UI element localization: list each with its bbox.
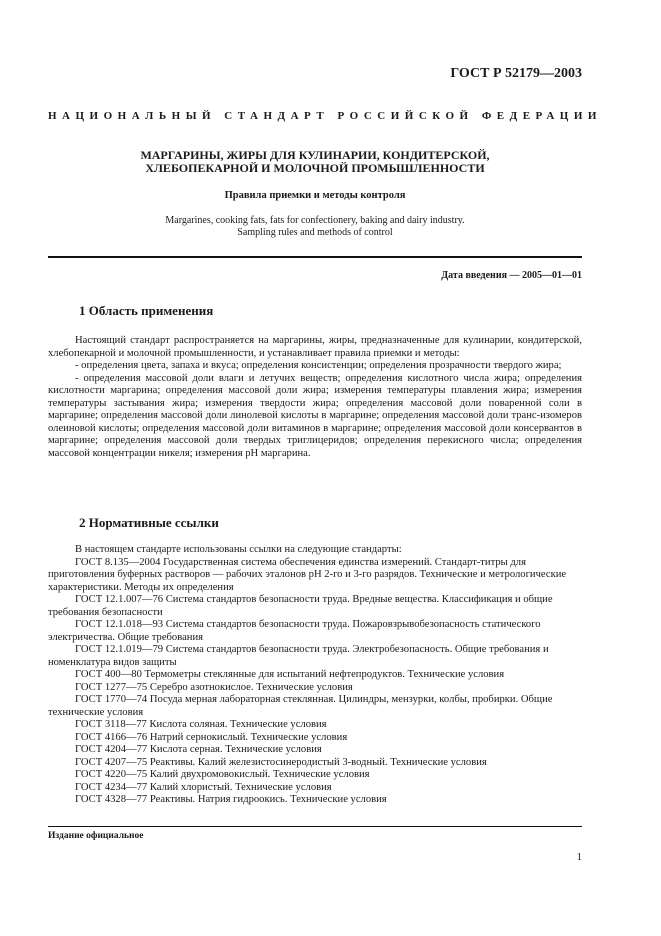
title-line-2: ХЛЕБОПЕКАРНОЙ И МОЛОЧНОЙ ПРОМЫШЛЕННОСТИ: [145, 161, 485, 175]
introduction-date: Дата введения — 2005—01—01: [441, 270, 582, 281]
official-edition-label: Издание официальное: [48, 831, 144, 841]
section-1-item-1: - определения цвета, запаха и вкуса; определения консистенции; определения прозрачности твердого жира;: [75, 360, 562, 371]
footer-divider: [48, 826, 582, 827]
reference-item: ГОСТ 3118—77 Кислота соляная. Технические условия: [75, 719, 327, 730]
section-1-item-2: - определения массовой доли влаги и летучих веществ; определения кислотного числа жира; определения кислотности маргарина; определения массовой доли жира; измерения температуры плавления жира; измерения температуры застывания жира; измерения твердости жира; определения массовой доли поваренной соли в маргарине; определения массовой доли линолевой кислоты в маргарине; определения массовой доли транс-изомеров олеиновой кислоты; определения массовой доли витаминов в маргарине; определения массовой доли консервантов в маргарине; определения массовой доли твердых триглицеридов; определения перекисного числа; определения массовой концентрации никеля; измерения pH маргарина.: [48, 372, 582, 459]
english-title-line-1: Margarines, cooking fats, fats for confectionery, baking and dairy industry.: [165, 215, 465, 226]
reference-item: ГОСТ 4220—75 Калий двухромовокислый. Технические условия: [75, 769, 370, 780]
section-2-body: [48, 544, 582, 807]
page-number: 1: [576, 851, 582, 863]
section-1-paragraph: Настоящий стандарт распространяется на маргарины, жиры, предназначенные для кулинарии, кондитерской, хлебопекарной и молочной промышленности, и устанавливает правила приемки и методы:: [48, 335, 582, 359]
section-2-heading: 2 Нормативные ссылки: [79, 515, 219, 530]
reference-list: [48, 557, 582, 807]
reference-item: ГОСТ 4328—77 Реактивы. Натрия гидроокись. Технические условия: [75, 794, 387, 805]
reference-item: ГОСТ 1770—74 Посуда мерная лабораторная стеклянная. Цилиндры, мензурки, колбы, пробирки. Общие технические условия: [48, 694, 553, 718]
section-2-intro: В настоящем стандарте использованы ссылки на следующие стандарты:: [75, 544, 402, 555]
title-line-1: МАРГАРИНЫ, ЖИРЫ ДЛЯ КУЛИНАРИИ, КОНДИТЕРСКОЙ,: [140, 148, 490, 162]
reference-item: ГОСТ 1277—75 Серебро азотнокислое. Технические условия: [75, 681, 353, 693]
reference-item: ГОСТ 4207—75 Реактивы. Калий железистосинеродистый 3-водный. Технические условия: [75, 756, 487, 768]
reference-item: ГОСТ 12.1.018—93 Система стандартов безопасности труда. Пожаровзрывобезопасность статического электричества. Общие требования: [48, 619, 541, 643]
reference-item: ГОСТ 12.1.007—76 Система стандартов безопасности труда. Вредные вещества. Классификация и общие требования безопасности: [48, 594, 553, 618]
header-divider: [48, 256, 582, 258]
document-title: [48, 149, 582, 175]
section-1-body: [48, 335, 582, 460]
document-code: ГОСТ Р 52179—2003: [450, 66, 582, 81]
reference-item: ГОСТ 4204—77 Кислота серная. Технические условия: [75, 744, 322, 755]
reference-item: ГОСТ 4166—76 Натрий сернокислый. Технические условия: [75, 731, 348, 743]
reference-item: ГОСТ 8.135—2004 Государственная система обеспечения единства измерений. Стандарт-титры для приготовления буферных растворов — рабочих эталонов pH 2-го и 3-го разрядов. Технические и метрологические характеристики. Методы их определения: [48, 556, 567, 593]
reference-item: ГОСТ 4234—77 Калий хлористый. Технические условия: [75, 781, 332, 793]
english-title-line-2: Sampling rules and methods of control: [237, 227, 393, 238]
document-subtitle: Правила приемки и методы контроля: [224, 190, 406, 201]
english-title: [48, 215, 582, 239]
section-1-heading: 1 Область применения: [79, 303, 214, 318]
reference-item: ГОСТ 12.1.019—79 Система стандартов безопасности труда. Электробезопасность. Общие требования и номенклатура видов защиты: [48, 644, 549, 668]
national-standard-heading: НАЦИОНАЛЬНЫЙ СТАНДАРТ РОССИЙСКОЙ ФЕДЕРАЦИИ: [48, 110, 602, 122]
reference-item: ГОСТ 400—80 Термометры стеклянные для испытаний нефтепродуктов. Технические условия: [75, 669, 505, 680]
